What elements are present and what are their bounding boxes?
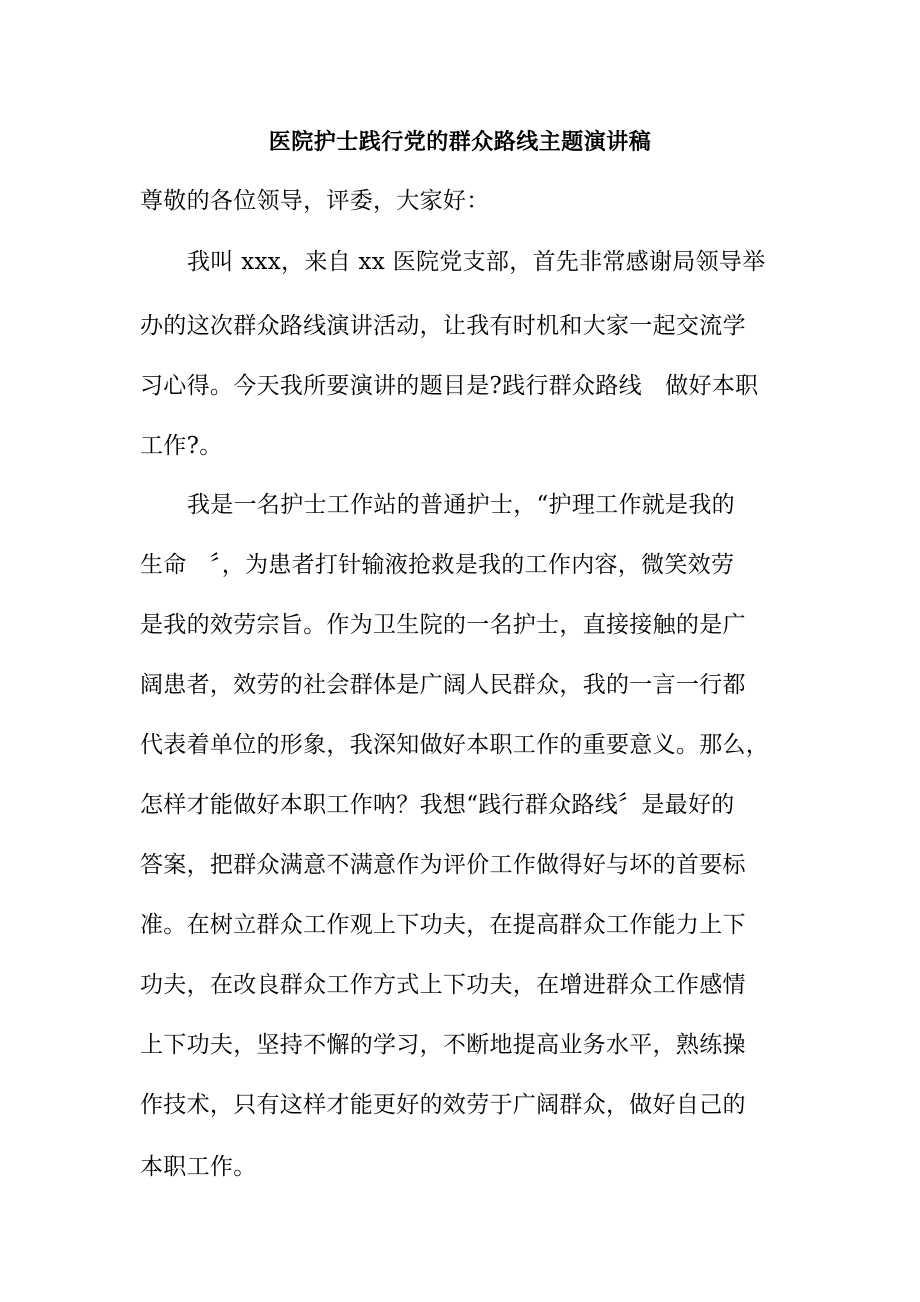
paragraph-line: 代表着单位的形象，我深知做好本职工作的重要意义。那么， <box>140 732 770 758</box>
paragraph-line: 我叫 xxx，来自 xx 医院党支部，首先非常感谢局领导举 <box>187 249 766 275</box>
paragraph-line: 作技术，只有这样才能更好的效劳于广阔群众，做好自己的 <box>140 1092 746 1118</box>
paragraph-line: 我是一名护士工作站的普通护士，“护理工作就是我的 <box>187 492 735 518</box>
paragraph-line: 生命 〞，为患者打针输液抢救是我的工作内容，微笑效劳 <box>140 552 735 578</box>
paragraph-line: 办的这次群众路线演讲活动，让我有时机和大家一起交流学 <box>140 313 746 339</box>
paragraph-line: 上下功夫，坚持不懈的学习，不断地提高业务水平，熟练操 <box>140 1032 746 1058</box>
document-title: 医院护士践行党的群众路线主题演讲稿 <box>268 129 652 155</box>
paragraph-line: 功夫，在改良群众工作方式上下功夫，在增进群众工作感情 <box>140 972 746 998</box>
paragraph-line: 阔患者，效劳的社会群体是广阔人民群众，我的一言一行都 <box>140 672 746 698</box>
paragraph-line: 准。在树立群众工作观上下功夫，在提高群众工作能力上下 <box>140 912 746 938</box>
paragraph-line: 工作?。 <box>140 433 223 459</box>
paragraph-line: 是我的效劳宗旨。作为卫生院的一名护士，直接接触的是广 <box>140 612 746 638</box>
paragraph-line: 答案，把群众满意不满意作为评价工作做得好与坏的首要标 <box>140 852 746 878</box>
paragraph-line: 习心得。今天我所要演讲的题目是?践行群众路线 做好本职 <box>140 373 759 399</box>
paragraph-line: 本职工作。 <box>140 1154 257 1180</box>
paragraph-line: 怎样才能做好本职工作呐？我想“践行群众路线〞是最好的 <box>140 792 735 818</box>
greeting-line: 尊敬的各位领导，评委，大家好： <box>140 188 490 214</box>
